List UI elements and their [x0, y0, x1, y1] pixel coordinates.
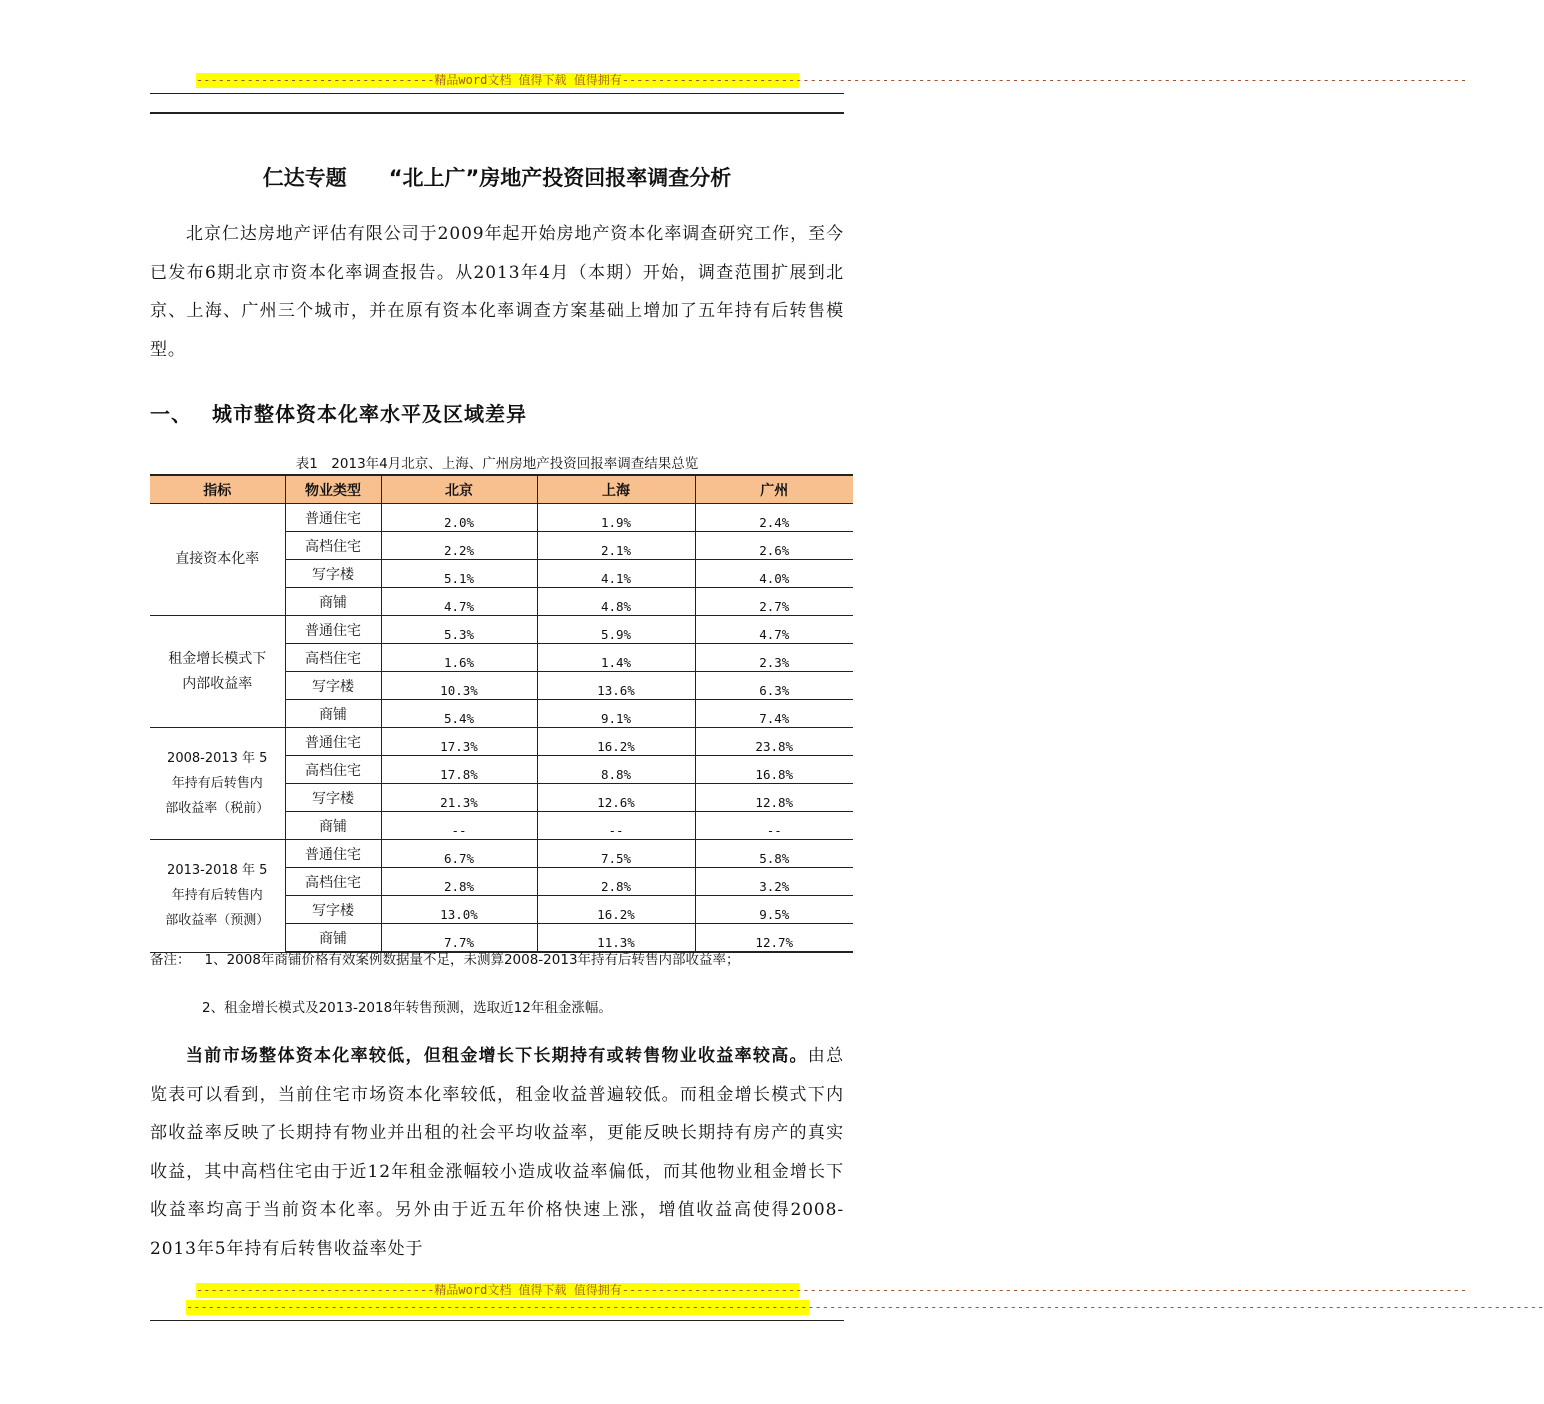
banner-dashes-left: --------------------------------- — [196, 73, 435, 87]
shanghai-value: 12.6% — [537, 784, 695, 812]
beijing-value: 4.7% — [381, 588, 537, 616]
beijing-value: 5.3% — [381, 616, 537, 644]
table-caption: 表1 2013年4月北京、上海、广州房地产投资回报率调查结果总览 — [295, 456, 699, 472]
beijing-value: 2.8% — [381, 868, 537, 896]
indicator-cell — [150, 728, 285, 840]
footer-dashes-extra: -------------------------------------------------------------------------------------------------------------------------------------------------------------------------------------------- — [186, 1300, 1544, 1314]
beijing-value: 2.0% — [381, 504, 537, 532]
footer-dashes-left: --------------------------------- — [196, 1283, 435, 1297]
type-cell: 商铺 — [285, 812, 381, 840]
indicator-line: 年持有后转售内 — [171, 888, 263, 904]
shanghai-value: 4.8% — [537, 588, 695, 616]
header-shanghai: 上海 — [537, 475, 695, 504]
indicator-line: 2013-2018 年 5 — [167, 863, 268, 879]
footer-banner-label: 精品word文档 值得下载 值得拥有 — [434, 1283, 622, 1297]
type-cell: 高档住宅 — [285, 868, 381, 896]
section-heading — [150, 398, 527, 427]
beijing-value: 5.1% — [381, 560, 537, 588]
indicator-cell — [150, 840, 285, 953]
footer-dashes-line — [186, 1300, 1544, 1315]
intro-paragraph: 北京仁达房地产评估有限公司于2009年起开始房地产资本化率调查研究工作，至今已发布6期北京市资本化率调查报告。从2013年4月（本期）开始，调查范围扩展到北京、上海、广州三个城市，并在原有资本化率调查方案基础上增加了五年持有后转售模型。 — [150, 224, 844, 360]
type-cell: 高档住宅 — [285, 644, 381, 672]
shanghai-value: 5.9% — [537, 616, 695, 644]
header-rule-thin — [150, 93, 844, 94]
footer-watermark-banner — [196, 1283, 1468, 1298]
header-rule-thick — [150, 112, 844, 114]
guangzhou-value: 3.2% — [695, 868, 853, 896]
type-cell: 写字楼 — [285, 672, 381, 700]
indicator-line: 内部收益率 — [182, 675, 253, 692]
banner-label: 精品word文档 值得下载 值得拥有 — [434, 73, 622, 87]
beijing-value: 2.2% — [381, 532, 537, 560]
shanghai-value: 13.6% — [537, 672, 695, 700]
shanghai-value: 16.2% — [537, 896, 695, 924]
note-1-text: 1、2008年商铺价格有效案例数据量不足，未测算2008-2013年持有后转售内部收益率； — [204, 952, 740, 968]
guangzhou-value: -- — [695, 812, 853, 840]
beijing-value: -- — [381, 812, 537, 840]
title-series: 仁达专题 — [262, 166, 347, 190]
shanghai-value: 9.1% — [537, 700, 695, 728]
type-cell: 普通住宅 — [285, 616, 381, 644]
analysis-text: 由总览表可以看到，当前住宅市场资本化率较低，租金收益普遍较低。而租金增长模式下内部收益率反映了长期持有物业并出租的社会平均收益率，更能反映长期持有房产的真实收益，其中高档住宅由于近12年租金涨幅较小造成收益率偏低，而其他物业租金增长下收益率均高于当前资本化率。另外由于近五年价格快速上涨，增值收益高使得2008-2013年5年持有后转售收益率处于 — [150, 1046, 844, 1259]
shanghai-value: 8.8% — [537, 756, 695, 784]
type-cell: 普通住宅 — [285, 728, 381, 756]
section-title: 城市整体资本化率水平及区域差异 — [212, 402, 527, 426]
indicator-line: 部收益率（税前） — [165, 801, 270, 816]
guangzhou-value: 23.8% — [695, 728, 853, 756]
table-row — [150, 504, 853, 532]
guangzhou-value: 12.8% — [695, 784, 853, 812]
type-cell: 写字楼 — [285, 784, 381, 812]
note-label: 备注： — [150, 952, 191, 968]
guangzhou-value: 2.7% — [695, 588, 853, 616]
guangzhou-value: 4.0% — [695, 560, 853, 588]
indicator-line: 租金增长模式下 — [168, 650, 267, 667]
header-beijing: 北京 — [381, 475, 537, 504]
guangzhou-value: 7.4% — [695, 700, 853, 728]
type-cell: 写字楼 — [285, 896, 381, 924]
shanghai-value: 11.3% — [537, 924, 695, 953]
beijing-value: 17.3% — [381, 728, 537, 756]
table-header-row — [150, 475, 853, 504]
indicator-line: 年持有后转售内 — [171, 776, 263, 791]
banner-dashes-right: --------------------------------------------------------------------------------------------------------------------- — [621, 73, 1468, 87]
table-row — [150, 728, 853, 756]
footer-rule — [150, 1320, 844, 1321]
type-cell: 商铺 — [285, 700, 381, 728]
shanghai-value: 2.8% — [537, 868, 695, 896]
header-watermark-banner — [196, 73, 1468, 88]
shanghai-value: 7.5% — [537, 840, 695, 868]
note-2 — [202, 996, 612, 1016]
guangzhou-value: 4.7% — [695, 616, 853, 644]
guangzhou-value: 5.8% — [695, 840, 853, 868]
type-cell: 商铺 — [285, 924, 381, 953]
guangzhou-value: 2.6% — [695, 532, 853, 560]
indicator-line: 2008-2013 年 5 — [167, 751, 268, 766]
guangzhou-value: 2.3% — [695, 644, 853, 672]
beijing-value: 21.3% — [381, 784, 537, 812]
shanghai-value: 1.9% — [537, 504, 695, 532]
analysis-paragraph — [150, 1037, 844, 1268]
indicator-cell — [150, 504, 285, 616]
table-row — [150, 840, 853, 868]
type-cell: 商铺 — [285, 588, 381, 616]
header-indicator: 指标 — [150, 475, 285, 504]
shanghai-value: 1.4% — [537, 644, 695, 672]
note-1 — [150, 948, 740, 968]
shanghai-value: 2.1% — [537, 532, 695, 560]
analysis-bold-lead: 当前市场整体资本化率较低，但租金增长下长期持有或转售物业收益率较高。 — [186, 1046, 808, 1066]
beijing-value: 10.3% — [381, 672, 537, 700]
header-property-type: 物业类型 — [285, 475, 381, 504]
table-row — [150, 616, 853, 644]
shanghai-value: 4.1% — [537, 560, 695, 588]
title-main: “北上广”房地产投资回报率调查分析 — [388, 166, 732, 190]
indicator-line: 部收益率（预测） — [165, 913, 270, 929]
beijing-value: 6.7% — [381, 840, 537, 868]
indicator-cell — [150, 616, 285, 728]
guangzhou-value: 9.5% — [695, 896, 853, 924]
section-number: 一、 — [150, 402, 192, 426]
shanghai-value: -- — [537, 812, 695, 840]
note-2-text: 2、租金增长模式及2013-2018年转售预测，选取近12年租金涨幅。 — [202, 1000, 612, 1016]
beijing-value: 1.6% — [381, 644, 537, 672]
document-title — [150, 162, 844, 192]
footer-dashes-right: --------------------------------------------------------------------------------------------------------------------- — [621, 1283, 1468, 1297]
guangzhou-value: 6.3% — [695, 672, 853, 700]
type-cell: 普通住宅 — [285, 504, 381, 532]
type-cell: 写字楼 — [285, 560, 381, 588]
beijing-value: 13.0% — [381, 896, 537, 924]
beijing-value: 5.4% — [381, 700, 537, 728]
type-cell: 普通住宅 — [285, 840, 381, 868]
beijing-value: 17.8% — [381, 756, 537, 784]
beijing-value: 7.7% — [381, 924, 537, 953]
shanghai-value: 16.2% — [537, 728, 695, 756]
guangzhou-value: 2.4% — [695, 504, 853, 532]
type-cell: 高档住宅 — [285, 532, 381, 560]
results-table — [150, 474, 853, 953]
header-guangzhou: 广州 — [695, 475, 853, 504]
guangzhou-value: 12.7% — [695, 924, 853, 953]
indicator-line: 直接资本化率 — [175, 551, 260, 567]
type-cell: 高档住宅 — [285, 756, 381, 784]
guangzhou-value: 16.8% — [695, 756, 853, 784]
